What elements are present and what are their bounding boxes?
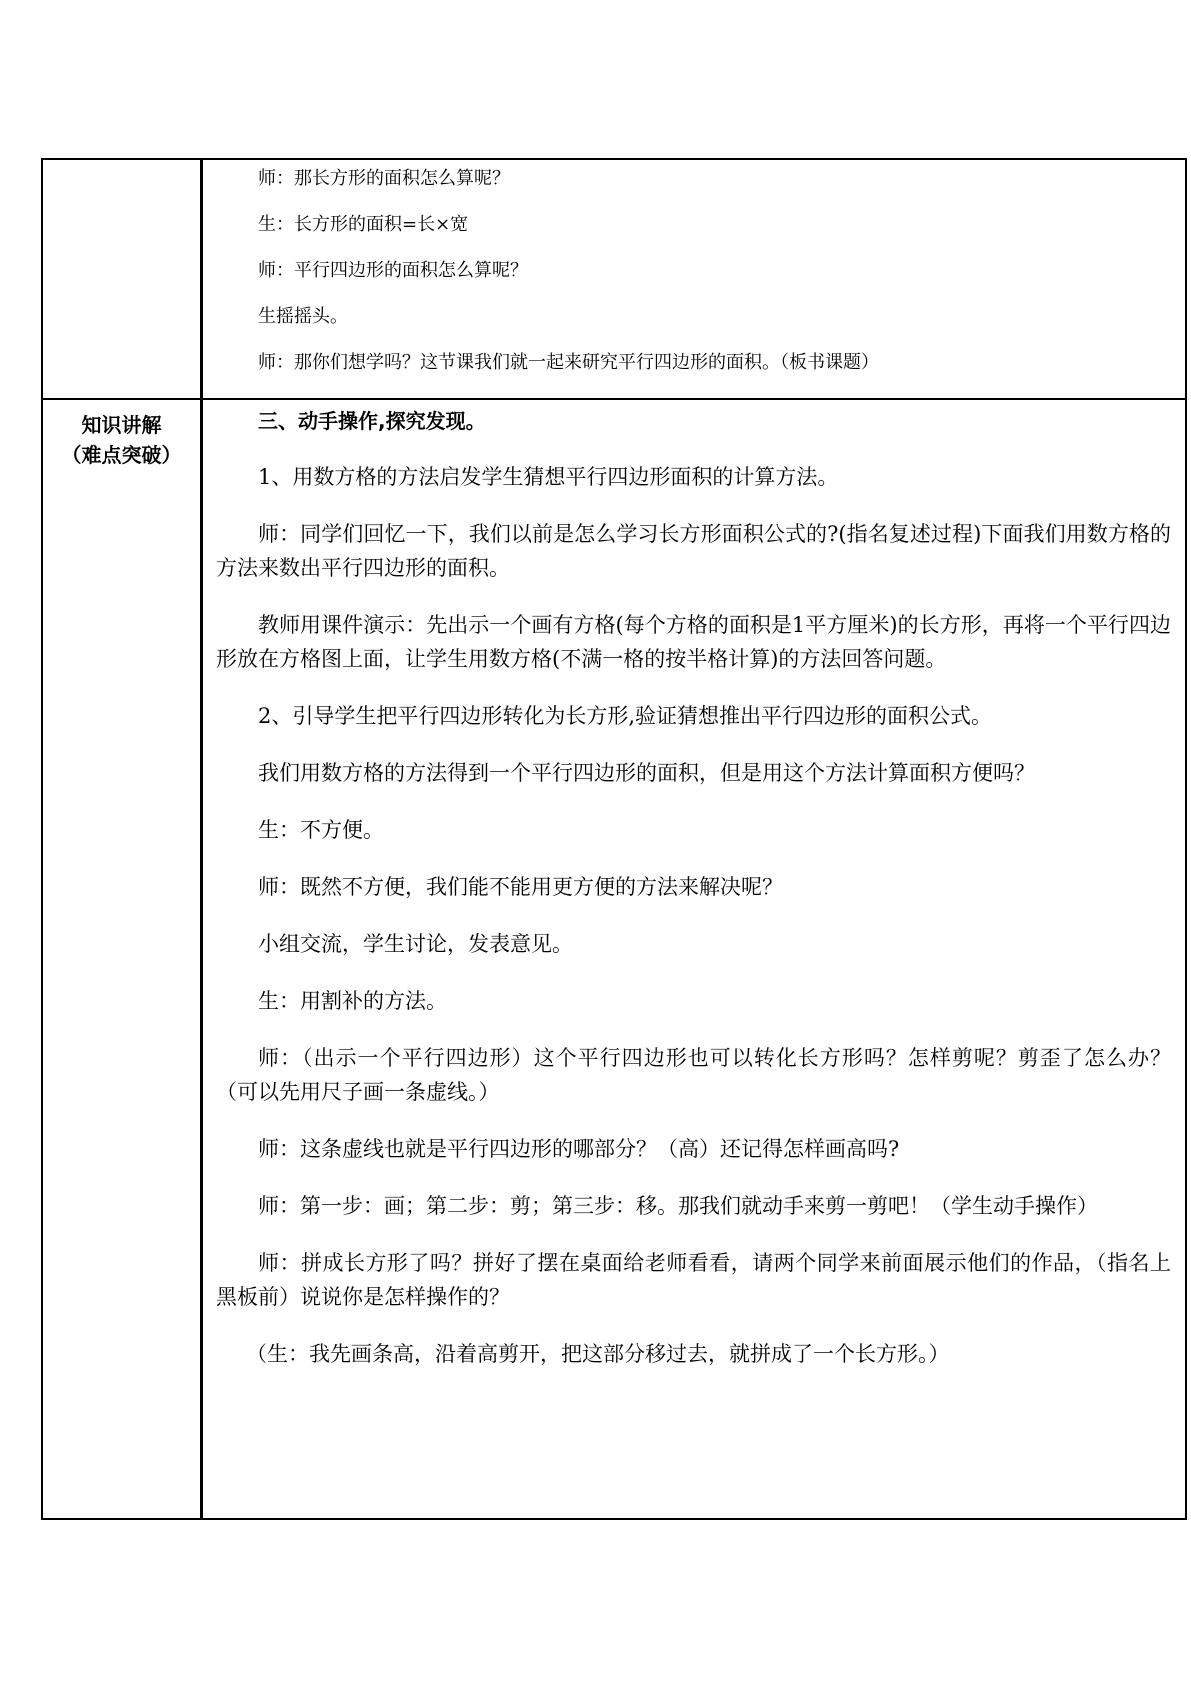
paragraph: 教师用课件演示：先出示一个画有方格(每个方格的面积是1平方厘米)的长方形，再将一个平行四边形放在方格图上面，让学生用数方格(不满一格的按半格计算)的方法回答问题。 (216, 613, 1171, 671)
paragraph: 师：（出示一个平行四边形）这个平行四边形也可以转化长方形吗？怎样剪呢？剪歪了怎么办？（可以先用尺子画一条虚线。） (216, 1046, 1171, 1104)
dialogue-line: 生：长方形的面积=长×宽 (258, 214, 469, 235)
paragraph: 师：第一步：画；第二步：剪；第三步：移。那我们就动手来剪一剪吧！（学生动手操作） (258, 1194, 1098, 1218)
row-label-cell (42, 399, 202, 1519)
paragraph: 1、用数方格的方法启发学生猜想平行四边形面积的计算方法。 (258, 465, 839, 489)
paragraph: 小组交流，学生讨论，发表意见。 (258, 932, 573, 956)
paragraph: 2、引导学生把平行四边形转化为长方形,验证猜想推出平行四边形的面积公式。 (258, 704, 993, 728)
lesson-plan-table (41, 158, 1187, 1520)
section-heading: 三、动手操作,探究发现。 (258, 409, 486, 433)
paragraph: 师：拼成长方形了吗？拼好了摆在桌面给老师看看，请两个同学来前面展示他们的作品，（指名上黑板前）说说你是怎样操作的？ (216, 1251, 1171, 1309)
paragraph: 师：既然不方便，我们能不能用更方便的方法来解决呢？ (258, 875, 783, 899)
paragraph: 师：同学们回忆一下，我们以前是怎么学习长方形面积公式的?(指名复述过程)下面我们用数方格的方法来数出平行四边形的面积。 (216, 522, 1171, 580)
paragraph: （生：我先画条高，沿着高剪开，把这部分移过去，就拼成了一个长方形。） (246, 1342, 950, 1366)
dialogue-line: 生摇摇头。 (258, 306, 348, 327)
paragraph: 生：用割补的方法。 (258, 989, 447, 1013)
paragraph: 师：这条虚线也就是平行四边形的哪部分？（高）还记得怎样画高吗? (258, 1137, 900, 1161)
content-cell (202, 399, 1187, 1519)
section-label: 知识讲解 (81, 413, 162, 437)
paragraph: 生：不方便。 (258, 818, 384, 842)
paragraph: 我们用数方格的方法得到一个平行四边形的面积，但是用这个方法计算面积方便吗？ (258, 761, 1035, 785)
table-row (42, 159, 1186, 399)
dialogue-line: 师：那你们想学吗？这节课我们就一起来研究平行四边形的面积。（板书课题） (258, 352, 879, 373)
row-label-cell (42, 159, 202, 399)
content-cell (202, 159, 1187, 399)
dialogue-line: 师：那长方形的面积怎么算呢？ (258, 168, 510, 189)
section-sublabel: （难点突破） (61, 443, 182, 467)
table-row (42, 399, 1186, 1519)
dialogue-line: 师：平行四边形的面积怎么算呢？ (258, 260, 528, 281)
